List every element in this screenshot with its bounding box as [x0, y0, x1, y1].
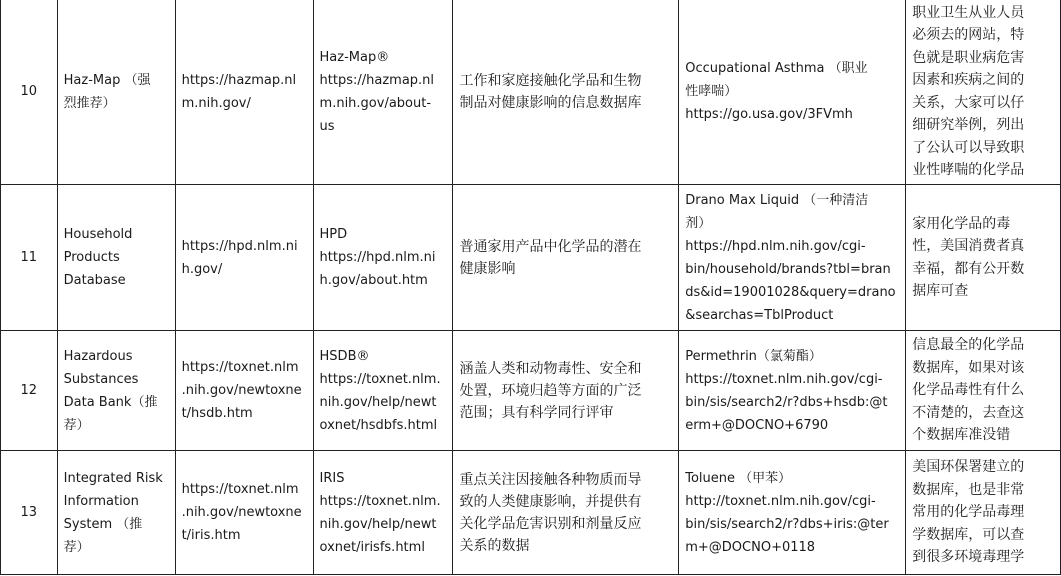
note-line: 了公认可以导致职 — [912, 139, 1025, 156]
note-line: 数据库，也是非常 — [912, 481, 1025, 498]
row-number: 10 — [20, 84, 38, 99]
note-line: 因素和疾病之间的 — [912, 72, 1025, 88]
example-line: 性哮喘） — [685, 84, 738, 99]
note-line: 到很多环境毒理学 — [912, 549, 1025, 566]
description-line: 重点关注因接触各种物质而导 — [459, 471, 642, 488]
database-name-line: Information — [63, 493, 139, 509]
note-line: 家用化学品的毒 — [912, 215, 1011, 232]
database-name-line: Haz-Map （强 — [63, 72, 151, 88]
about-page-line[interactable]: https://toxnet.nlm. — [319, 371, 441, 387]
about-page-line[interactable]: m.nih.gov/about- — [319, 95, 432, 111]
description-line: 普通家用产品中化学品的潜在 — [459, 238, 642, 255]
note-line: 业性哮喘的化学品 — [912, 162, 1025, 178]
note-line: 关系，大家可以仔 — [912, 94, 1025, 111]
example-line: 剂） — [685, 215, 712, 231]
example-line: m+@DOCNO+0118 — [685, 539, 816, 555]
description-line: 工作和家庭接触化学品和生物 — [459, 72, 642, 89]
example-line: https://hpd.nlm.nih.gov/cgi- — [685, 238, 866, 254]
about-page-line[interactable]: nih.gov/help/newt — [319, 516, 437, 532]
description-line: 处置，环境归趋等方面的广泛 — [459, 382, 642, 399]
about-page-cell — [313, 185, 453, 331]
database-url-line[interactable]: h.gov/ — [181, 261, 223, 277]
note-line: 细研究举例，列出 — [912, 117, 1025, 133]
note-line: 信息最全的化学品 — [912, 337, 1025, 354]
database-url-line[interactable]: .nih.gov/newtoxne — [181, 383, 302, 398]
database-name-line: 烈推荐） — [63, 95, 116, 111]
example-cell — [679, 185, 906, 331]
about-page-line[interactable]: us — [319, 118, 335, 134]
database-url-cell — [175, 185, 313, 331]
description-line: 致的人类健康影响，并提供有 — [459, 493, 642, 510]
database-name-line: 荐） — [63, 417, 90, 433]
table-body — [1, 0, 1061, 575]
about-page-line[interactable]: https://hpd.nlm.ni — [319, 250, 436, 265]
about-page-line[interactable]: h.gov/about.htm — [319, 273, 428, 288]
about-page-cell — [313, 0, 453, 185]
database-name-line: Hazardous — [63, 348, 133, 364]
note-line: 美国环保署建立的 — [912, 459, 1025, 476]
database-name-line: 荐） — [63, 539, 90, 555]
note-line: 据库可查 — [912, 283, 969, 299]
database-url-line[interactable]: m.nih.gov/ — [181, 95, 251, 111]
database-url-line[interactable]: .nih.gov/newtoxne — [181, 505, 302, 520]
example-line: Drano Max Liquid （一种清洁 — [685, 192, 869, 208]
description-line: 关系的数据 — [459, 537, 530, 554]
about-page-line[interactable]: nih.gov/help/newt — [319, 394, 437, 410]
example-line: https://toxnet.nlm.nih.gov/cgi- — [685, 371, 883, 387]
description-line: 健康影响 — [459, 260, 516, 277]
row-number-cell — [1, 331, 58, 451]
example-line: Toluene （甲苯） — [685, 470, 792, 486]
table-row — [1, 451, 1061, 575]
row-number-cell — [1, 185, 58, 331]
about-page-line[interactable]: Haz-Map® — [319, 49, 390, 65]
note-cell — [906, 0, 1061, 185]
database-url-line[interactable]: t/iris.htm — [181, 528, 241, 543]
row-number: 12 — [20, 383, 38, 398]
note-line: 化学品毒性有什么 — [912, 382, 1025, 399]
description-cell — [453, 0, 679, 185]
example-line: &searchas=TblProduct — [685, 307, 834, 323]
example-cell — [679, 451, 906, 575]
note-line: 必须去的网站，特 — [912, 27, 1025, 43]
table-row — [1, 185, 1061, 331]
database-name-line: System （推 — [63, 516, 143, 532]
example-line: bin/sis/search2/r?dbs+iris:@ter — [685, 516, 889, 532]
database-name-line: Substances — [63, 371, 139, 387]
table-row — [1, 0, 1061, 185]
note-line: 色就是职业病危害 — [912, 49, 1025, 66]
example-line: http://toxnet.nlm.nih.gov/cgi- — [685, 493, 876, 509]
database-name-line: Products — [63, 250, 120, 265]
description-line: 关化学品危害识别和剂量反应 — [459, 515, 642, 532]
example-cell — [679, 331, 906, 451]
database-url-cell — [175, 451, 313, 575]
note-line: 数据库，如果对该 — [912, 359, 1025, 376]
note-cell — [906, 451, 1061, 575]
example-cell — [679, 0, 906, 185]
database-name-line: Household — [63, 227, 133, 242]
description-cell — [453, 451, 679, 575]
about-page-cell — [313, 331, 453, 451]
about-page-line[interactable]: oxnet/hsdbfs.html — [319, 417, 438, 433]
about-page-line[interactable]: IRIS — [319, 470, 345, 486]
note-cell — [906, 331, 1061, 451]
database-url-cell — [175, 331, 313, 451]
database-name-cell — [57, 0, 175, 185]
note-line: 职业卫生从业人员 — [912, 4, 1025, 21]
about-page-line[interactable]: HSDB® — [319, 348, 370, 364]
example-line: ds&id=19001028&query=drano — [685, 284, 896, 300]
example-line: Occupational Asthma （职业 — [685, 61, 868, 76]
description-cell — [453, 331, 679, 451]
database-name-line: Database — [63, 273, 126, 288]
note-line: 幸福，都有公开数 — [912, 260, 1025, 277]
description-line: 范围；具有科学同行评审 — [459, 404, 614, 421]
row-number-cell — [1, 451, 58, 575]
about-page-line[interactable]: oxnet/irisfs.html — [319, 539, 425, 555]
example-line: bin/sis/search2/r?dbs+hsdb:@t — [685, 394, 888, 410]
database-url-line[interactable]: https://hpd.nlm.ni — [181, 238, 298, 254]
database-url-line[interactable]: https://toxnet.nlm — [181, 360, 299, 375]
note-line: 个数据库准没错 — [912, 427, 1011, 444]
note-line: 常用的化学品毒理 — [912, 504, 1025, 521]
row-number: 11 — [20, 250, 38, 265]
note-cell — [906, 185, 1061, 331]
about-page-line[interactable]: https://toxnet.nlm. — [319, 493, 441, 509]
about-page-cell — [313, 451, 453, 575]
database-url-cell — [175, 0, 313, 185]
row-number: 13 — [20, 505, 38, 520]
description-cell — [453, 185, 679, 331]
note-line: 性，美国消费者真 — [912, 238, 1025, 254]
database-name-line: Integrated Risk — [63, 470, 163, 486]
example-line: erm+@DOCNO+6790 — [685, 417, 829, 433]
example-line: https://go.usa.gov/3FVmh — [685, 107, 853, 122]
database-name-cell — [57, 185, 175, 331]
description-line: 涵盖人类和动物毒性、安全和 — [459, 360, 642, 377]
example-line: bin/household/brands?tbl=bran — [685, 261, 891, 277]
table-row — [1, 331, 1061, 451]
about-page-line[interactable]: HPD — [319, 227, 348, 242]
database-name-line: Data Bank（推 — [63, 394, 158, 410]
row-number-cell — [1, 0, 58, 185]
database-url-line[interactable]: https://hazmap.nl — [181, 72, 297, 88]
database-name-cell — [57, 331, 175, 451]
database-name-cell — [57, 451, 175, 575]
about-page-line[interactable]: https://hazmap.nl — [319, 72, 435, 88]
note-line: 不清楚的，去查这 — [912, 404, 1025, 421]
example-line: Permethrin（氯菊酯） — [685, 348, 822, 364]
note-line: 学数据库，可以查 — [912, 526, 1025, 543]
database-url-line[interactable]: https://toxnet.nlm — [181, 482, 299, 497]
description-line: 制品对健康影响的信息数据库 — [459, 94, 642, 111]
database-url-line[interactable]: t/hsdb.htm — [181, 406, 253, 421]
